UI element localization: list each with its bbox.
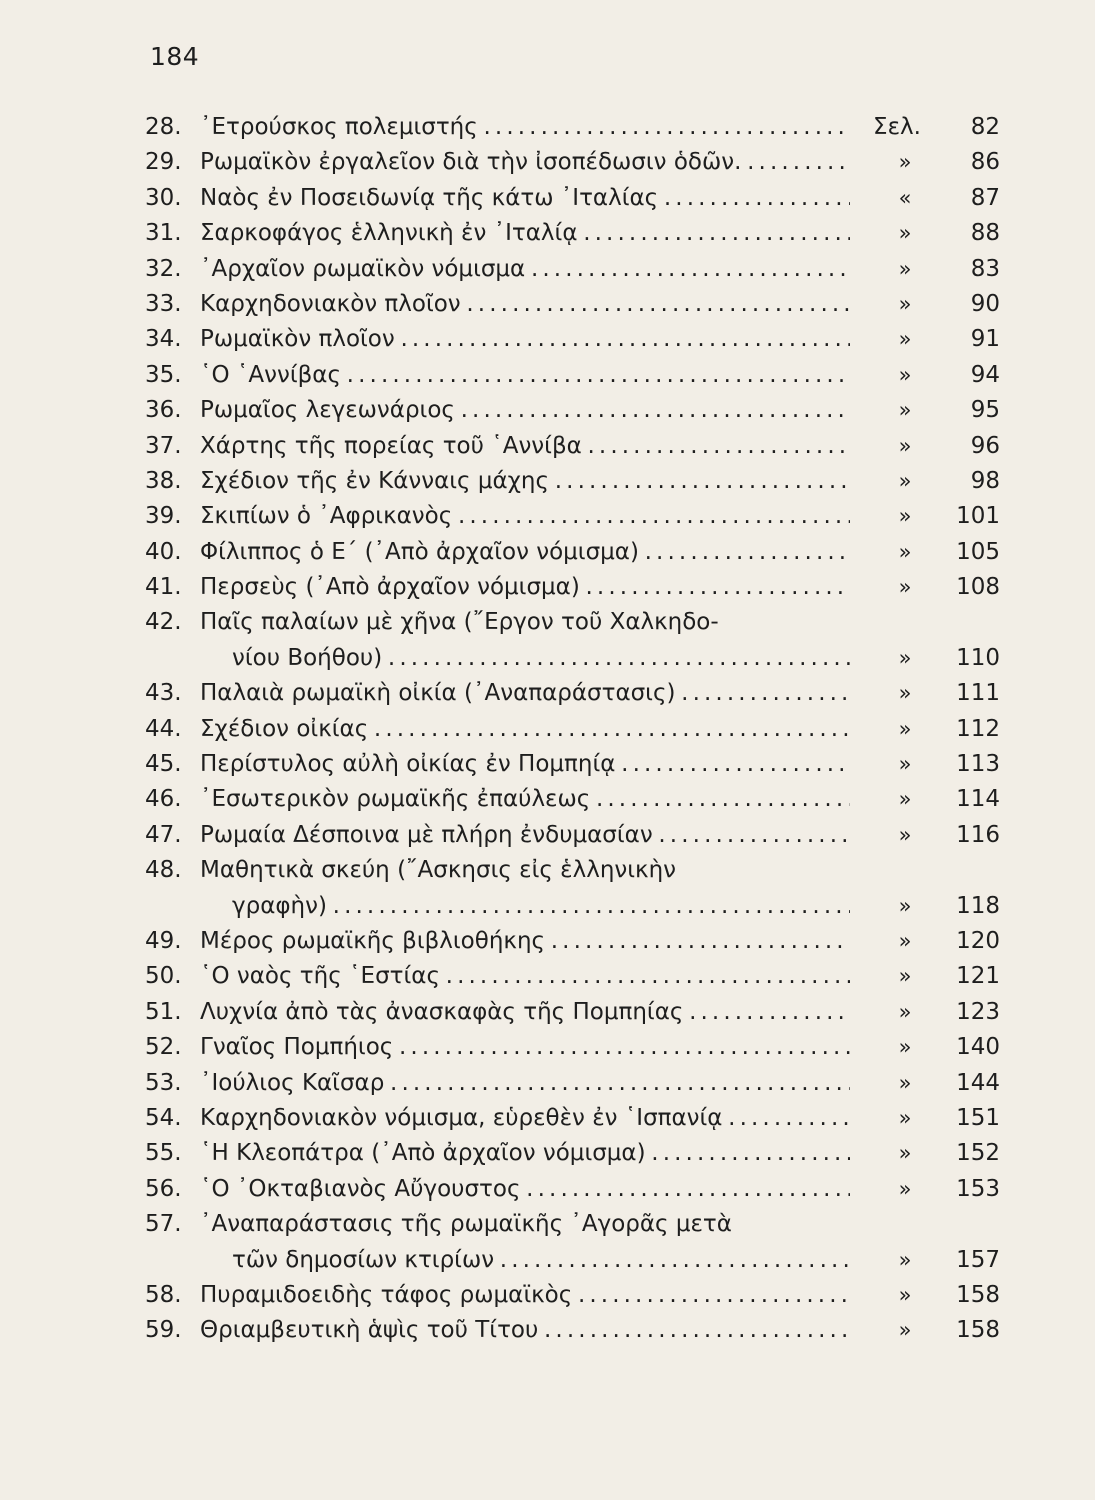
entry-title: Ρωμαϊκὸν ἐργαλεῖον διὰ τὴν ἰσοπέδωσιν ὁδῶν. . . . — [200, 145, 850, 180]
entry-page: 112 — [956, 715, 1000, 742]
toc-entry — [0, 1066, 1095, 1101]
toc-entry — [0, 782, 1095, 817]
ditto-mark: » — [898, 752, 912, 777]
ditto-mark: » — [898, 893, 912, 918]
entry-number: 37. — [145, 432, 182, 459]
entry-number: 41. — [145, 574, 182, 601]
entry-number: 59. — [145, 1317, 182, 1344]
toc-entry — [0, 924, 1095, 959]
ditto-mark: » — [898, 291, 912, 316]
entry-title: Ρωμαία Δέσποινα μὲ πλήρη ἐνδυμασίαν . . . — [200, 818, 850, 853]
entry-page: 123 — [956, 998, 1000, 1025]
entry-title: ῾Η Κλεοπάτρα (᾿Απὸ ἀρχαῖον νόμισμα) . . . — [200, 1136, 850, 1171]
toc-entry-continuation — [0, 1243, 1095, 1278]
entry-page: 105 — [956, 538, 1000, 565]
entry-page: 87 — [970, 184, 1000, 211]
toc-entry — [0, 429, 1095, 464]
toc-entry — [0, 1313, 1095, 1348]
entry-number: 39. — [145, 503, 182, 530]
entry-title: Καρχηδονιακὸν πλοῖον . . . — [200, 287, 850, 322]
toc-entry — [0, 1207, 1095, 1242]
entry-number: 32. — [145, 255, 182, 282]
ditto-mark: » — [898, 1070, 912, 1095]
ditto-mark: » — [898, 716, 912, 741]
toc-entry — [0, 181, 1095, 216]
toc-entry — [0, 1101, 1095, 1136]
entry-page: 158 — [956, 1281, 1000, 1308]
entry-title: Παῖς παλαίων μὲ χῆνα (῎Εργον τοῦ Χαλκηδο- — [200, 609, 719, 636]
entry-number: 55. — [145, 1140, 182, 1167]
entry-number: 48. — [145, 857, 182, 884]
entry-number: 34. — [145, 326, 182, 353]
toc-entry — [0, 464, 1095, 499]
entry-title: ῾Ο ᾿Οκταβιανὸς Αὔγουστος . . . — [200, 1172, 850, 1207]
toc-entry — [0, 216, 1095, 251]
toc-entry — [0, 393, 1095, 428]
entry-page: 88 — [970, 220, 1000, 247]
entry-number: 40. — [145, 538, 182, 565]
entry-number: 42. — [145, 609, 182, 636]
entry-page: 116 — [956, 821, 1000, 848]
entry-page: 157 — [956, 1246, 1000, 1273]
ditto-mark: » — [898, 1105, 912, 1130]
entry-title: Σκιπίων ὁ ᾿Αφρικανὸς . . . — [200, 499, 850, 534]
entry-page: 101 — [956, 503, 1000, 530]
toc-entry — [0, 1136, 1095, 1171]
ditto-mark: » — [898, 1318, 912, 1343]
ditto-mark: » — [898, 1282, 912, 1307]
toc-entry — [0, 322, 1095, 357]
entry-title: Παλαιὰ ρωμαϊκὴ οἰκία (᾿Αναπαράστασις) . . . — [200, 676, 850, 711]
entry-page: 121 — [956, 963, 1000, 990]
toc-entry — [0, 605, 1095, 640]
entry-number: 54. — [145, 1104, 182, 1131]
entry-title: Φίλιππος ὁ Ε΄ (᾿Απὸ ἀρχαῖον νόμισμα) . . . — [200, 535, 850, 570]
ditto-mark: « — [898, 185, 912, 210]
entry-title: Σχέδιον τῆς ἐν Κάνναις μάχης . . . — [200, 464, 850, 499]
entry-title: ᾿Ετρούσκος πολεμιστής . . . — [200, 110, 850, 145]
entry-page: 113 — [956, 751, 1000, 778]
toc-entry — [0, 287, 1095, 322]
ditto-mark: » — [898, 1035, 912, 1060]
entry-page: 111 — [956, 680, 1000, 707]
entry-title: γραφὴν) . . . — [232, 889, 850, 924]
ditto-mark: » — [898, 928, 912, 953]
ditto-mark: » — [898, 433, 912, 458]
entry-number: 56. — [145, 1175, 182, 1202]
ditto-mark: » — [898, 362, 912, 387]
toc-entry — [0, 747, 1095, 782]
toc-entry — [0, 535, 1095, 570]
entry-page: 83 — [970, 255, 1000, 282]
toc-entry — [0, 1172, 1095, 1207]
entry-title: Γναῖος Πομπήιος . . . — [200, 1030, 850, 1065]
entry-number: 50. — [145, 963, 182, 990]
ditto-mark: » — [898, 681, 912, 706]
entry-number: 30. — [145, 184, 182, 211]
entry-title: Περίστυλος αὐλὴ οἰκίας ἐν Πομπηίᾳ . . . — [200, 747, 850, 782]
ditto-mark: » — [898, 822, 912, 847]
entry-title: ᾿Αρχαῖον ρωμαϊκὸν νόμισμα . . . — [200, 252, 850, 287]
entry-title: Λυχνία ἀπὸ τὰς ἀνασκαφὰς τῆς Πομπηίας . . . — [200, 995, 850, 1030]
entry-page: 95 — [970, 397, 1000, 424]
entry-number: 49. — [145, 927, 182, 954]
entry-title: Σχέδιον οἰκίας . . . — [200, 712, 850, 747]
toc-entry — [0, 252, 1095, 287]
entry-page: 96 — [970, 432, 1000, 459]
toc-entry — [0, 712, 1095, 747]
ditto-mark: » — [898, 645, 912, 670]
page-number: 184 — [150, 42, 200, 71]
toc-entry — [0, 853, 1095, 888]
ditto-mark: » — [898, 575, 912, 600]
entry-title: Πυραμιδοειδὴς τάφος ρωμαϊκὸς . . . — [200, 1278, 850, 1313]
toc-entry — [0, 110, 1095, 145]
entry-title: ᾿Εσωτερικὸν ρωμαϊκῆς ἐπαύλεως . . . — [200, 782, 850, 817]
ditto-mark: » — [898, 504, 912, 529]
entry-title: Περσεὺς (᾿Απὸ ἀρχαῖον νόμισμα) . . . — [200, 570, 850, 605]
ditto-mark: » — [898, 787, 912, 812]
entry-number: 33. — [145, 290, 182, 317]
entry-title: νίου Βοήθου) . . . — [232, 641, 850, 676]
entry-page: 153 — [956, 1175, 1000, 1202]
entry-page: 91 — [970, 326, 1000, 353]
ditto-mark: » — [898, 1176, 912, 1201]
entry-number: 58. — [145, 1281, 182, 1308]
entry-number: 57. — [145, 1211, 182, 1238]
ditto-mark: » — [898, 150, 912, 175]
entry-title: Μαθητικὰ σκεύη (῎Ασκησις εἰς ἑλληνικὴν — [200, 857, 677, 884]
entry-page: 94 — [970, 361, 1000, 388]
toc-entry-continuation — [0, 641, 1095, 676]
ditto-mark: » — [898, 398, 912, 423]
entry-page: 86 — [970, 149, 1000, 176]
entry-page: 98 — [970, 467, 1000, 494]
entry-number: 53. — [145, 1069, 182, 1096]
entry-number: 43. — [145, 680, 182, 707]
ditto-mark: » — [898, 1141, 912, 1166]
ditto-mark: » — [898, 221, 912, 246]
entry-page: 114 — [956, 786, 1000, 813]
entry-page: 144 — [956, 1069, 1000, 1096]
entry-title: ῾Ο ῾Αννίβας . . . — [200, 358, 850, 393]
entry-title: ᾿Αναπαράστασις τῆς ρωμαϊκῆς ᾿Αγορᾶς μετὰ — [200, 1211, 732, 1238]
entry-page: 152 — [956, 1140, 1000, 1167]
list-of-illustrations — [0, 110, 1095, 1349]
entry-number: 47. — [145, 821, 182, 848]
entry-number: 52. — [145, 1034, 182, 1061]
ditto-mark: » — [898, 539, 912, 564]
toc-entry — [0, 145, 1095, 180]
ditto-mark: » — [898, 964, 912, 989]
entry-number: 35. — [145, 361, 182, 388]
ditto-mark: » — [898, 327, 912, 352]
entry-title: Ρωμαῖος λεγεωνάριος . . . — [200, 393, 850, 428]
ditto-mark: » — [898, 999, 912, 1024]
toc-entry — [0, 1278, 1095, 1313]
entry-number: 44. — [145, 715, 182, 742]
entry-number: 51. — [145, 998, 182, 1025]
toc-entry — [0, 1030, 1095, 1065]
entry-title: ᾿Ιούλιος Καῖσαρ . . . — [200, 1066, 850, 1101]
entry-number: 38. — [145, 467, 182, 494]
entry-number: 28. — [145, 114, 182, 140]
ditto-mark: » — [898, 1247, 912, 1272]
entry-page: 108 — [956, 574, 1000, 601]
entry-title: Καρχηδονιακὸν νόμισμα, εὑρεθὲν ἐν ῾Ισπανίᾳ . . . — [200, 1101, 850, 1136]
entry-number: 46. — [145, 786, 182, 813]
entry-title: Σαρκοφάγος ἑλληνικὴ ἐν ᾿Ιταλίᾳ . . . — [200, 216, 850, 251]
entry-page: 82 — [970, 114, 1000, 140]
entry-title: Θριαμβευτικὴ ἁψὶς τοῦ Τίτου . . . — [200, 1313, 850, 1348]
entry-title: Χάρτης τῆς πορείας τοῦ ῾Αννίβα . . . — [200, 429, 850, 464]
toc-entry-continuation — [0, 889, 1095, 924]
ditto-mark: Σελ. — [873, 114, 921, 140]
toc-entry — [0, 570, 1095, 605]
entry-number: 31. — [145, 220, 182, 247]
toc-entry — [0, 818, 1095, 853]
toc-entry — [0, 676, 1095, 711]
entry-title: ῾Ο ναὸς τῆς ῾Εστίας . . . — [200, 959, 850, 994]
entry-page: 140 — [956, 1034, 1000, 1061]
entry-title: Μέρος ρωμαϊκῆς βιβλιοθήκης . . . — [200, 924, 850, 959]
entry-number: 29. — [145, 149, 182, 176]
entry-title: Ρωμαϊκὸν πλοῖον . . . — [200, 322, 850, 357]
entry-number: 45. — [145, 751, 182, 778]
entry-title: Ναὸς ἐν Ποσειδωνίᾳ τῆς κάτω ᾿Ιταλίας . . . — [200, 181, 850, 216]
entry-page: 90 — [970, 290, 1000, 317]
entry-page: 120 — [956, 927, 1000, 954]
entry-page: 118 — [956, 892, 1000, 919]
toc-entry — [0, 995, 1095, 1030]
toc-entry — [0, 358, 1095, 393]
entry-page: 158 — [956, 1317, 1000, 1344]
toc-entry — [0, 499, 1095, 534]
entry-number: 36. — [145, 397, 182, 424]
entry-page: 151 — [956, 1104, 1000, 1131]
ditto-mark: » — [898, 468, 912, 493]
entry-title: τῶν δημοσίων κτιρίων . . . — [232, 1243, 850, 1278]
entry-page: 110 — [956, 644, 1000, 671]
toc-entry — [0, 959, 1095, 994]
ditto-mark: » — [898, 256, 912, 281]
